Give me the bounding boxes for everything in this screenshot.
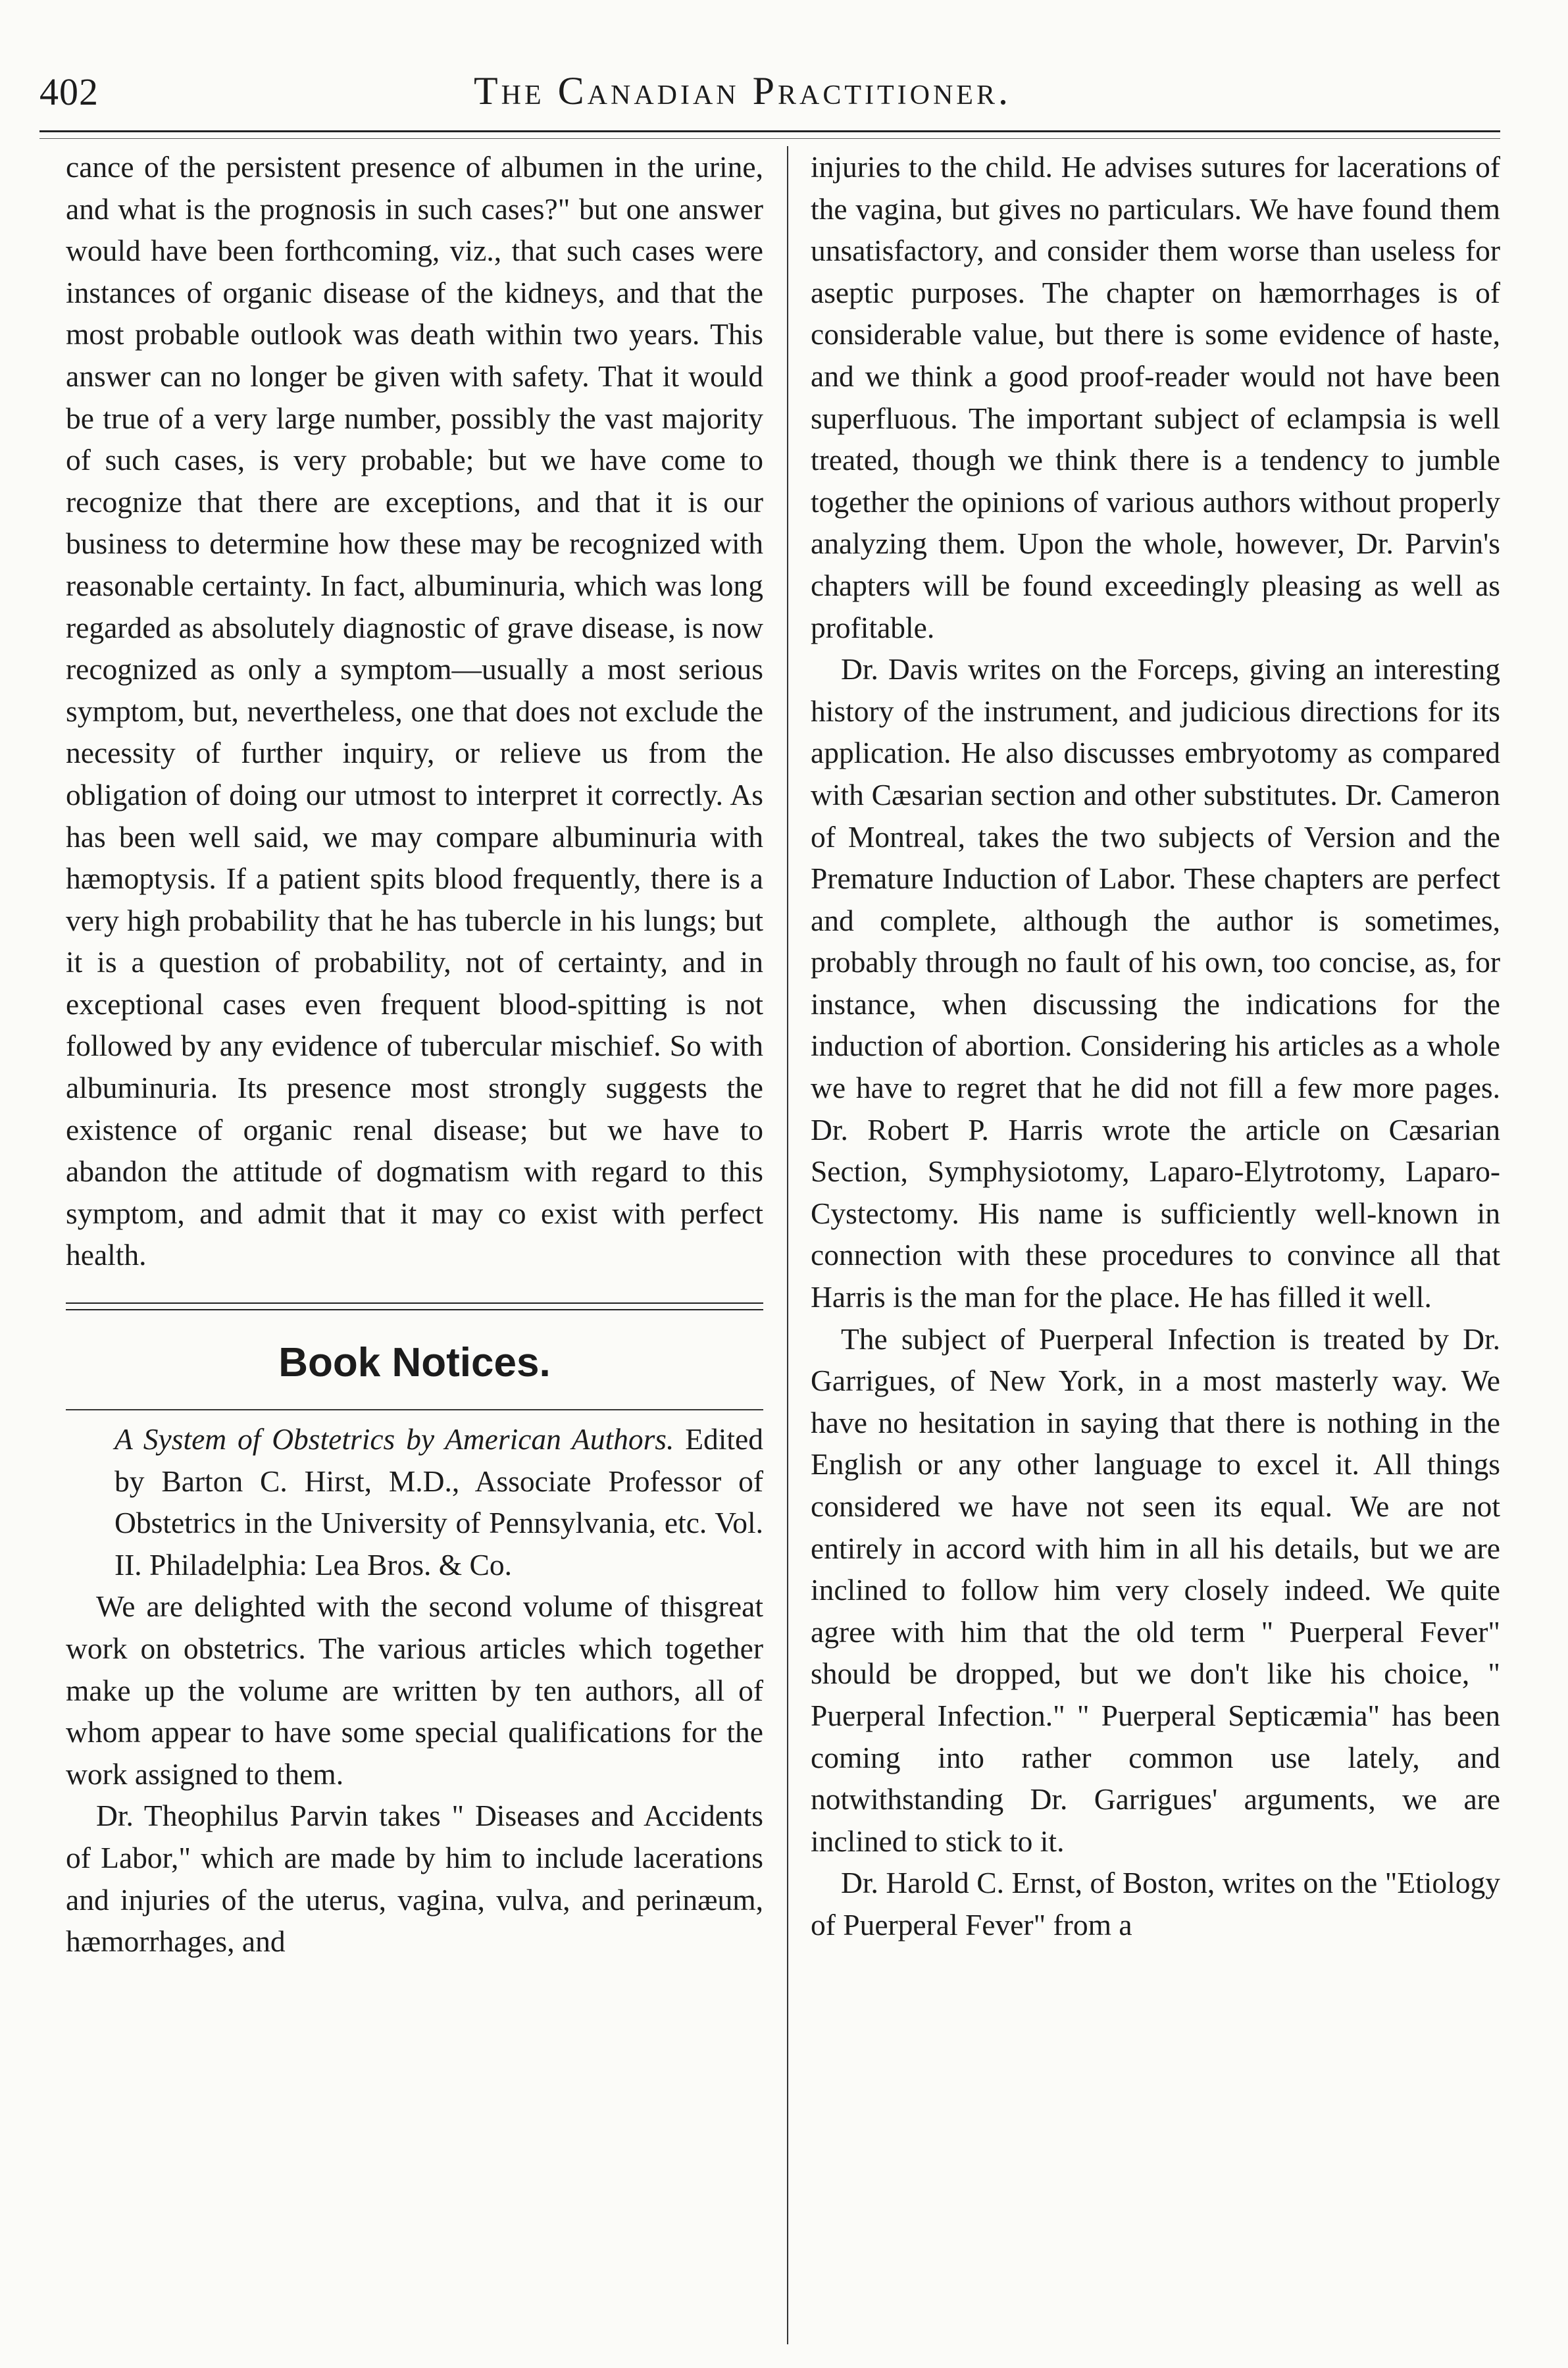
book-title: A System of Obstetrics by American Authors. [114,1422,674,1456]
book-notices-heading: Book Notices. [278,1340,551,1386]
left-paragraph-3: Dr. Theophilus Parvin takes " Diseases and Accidents of Labor," which are made by him to include lacerations and injuries of the uterus, vagina, vulva, and perinæum, hæmorrhages, and [66,1799,763,1959]
left-paragraph-1: cance of the persistent presence of albumen in the urine, and what is the prognosis in such cases?" but one answer would have been forthcoming, viz., that such cases were instances of organic disease of the kidneys, and that the most probable outlook was death within two years. This answer can no longer be given with safety. That it would be true of a very large number, possibly the vast majority of such cases, is very probable; but we have come to recognize that there are exceptions, and that it is our business to determine how these may be recognized with reasonable certainty. In fact, albuminuria, which was long regarded as absolutely diagnostic of grave disease, is now recognized as only a symptom—usually a most serious symptom, but, nevertheless, one that does not exclude the necessity of further inquiry, or relieve us from the obligation of doing our utmost to interpret it correctly. As has been well said, we may compare albuminuria with hæmoptysis. If a patient spits blood frequently, there is a very high probability that he has tubercle in his lungs; but it is a question of probability, not of certainty, and in exceptional cases even frequent blood-spitting is not followed by any evidence of tubercular mischief. So with albuminuria. Its presence most strongly suggests the existence of organic renal disease; but we have to abandon the attitude of dogmatism with regard to this symptom, and admit that it may co exist with perfect health. [66,150,763,1272]
page-header [39,39,1487,112]
running-title: The Canadian Practitioner. [474,69,1011,113]
header-rule-thin [39,138,1500,139]
book-citation [66,1418,763,1585]
right-paragraph-2: Dr. Davis writes on the Forceps, giving an interesting history of the instrument, and judicious directions for its application. He also discusses embryotomy as compared with Cæsarian section and other substitutes. Dr. Cameron of Montreal, takes the two subjects of Version and the Premature Induction of Labor. These chapters are perfect and complete, although the author is sometimes, probably through no fault of his own, too concise, as, for instance, when discussing the indications for the induction of abortion. Considering his articles as a whole we have to regret that he did not fill a few more pages. Dr. Robert P. Harris wrote the article on Cæsarian Section, Symphysiotomy, Laparo-Elytrotomy, Laparo-Cystectomy. His name is sufficiently well-known in connection with these procedures to convince all that Harris is the man for the place. He has filled it well. [811,652,1500,1314]
book-citation-details: Edited by Barton C. Hirst, M.D., Associate Professor of Obstetrics in the University of Pennsylvania, etc. Vol. II. Philadelphia: Lea Bros. & Co. [114,1422,763,1582]
left-column [66,146,763,1963]
section-double-rule [66,1302,763,1310]
right-paragraph-1: injuries to the child. He advises sutures for lacerations of the vagina, but gives no particulars. We have found them unsatisfactory, and consider them worse than useless for aseptic purposes. The chapter on hæmorrhages is of considerable value, but there is some evidence of haste, and we think a good proof-reader would not have been superfluous. The important subject of eclampsia is well treated, though we think there is a tendency to jumble together the opinions of various authors without properly analyzing them. Upon the whole, however, Dr. Parvin's chapters will be found exceedingly pleasing as well as profitable. [811,150,1500,644]
header-rule [39,130,1500,132]
left-paragraph-2: We are delighted with the second volume of thisgreat work on obstetrics. The various articles which together make up the volume are written by ten authors, all of whom appear to have some special qualifications for the work assigned to them. [66,1589,763,1791]
column-divider [787,146,788,2344]
right-paragraph-4: Dr. Harold C. Ernst, of Boston, writes on the "Etiology of Puerperal Fever" from a [811,1866,1500,1942]
right-column [811,146,1500,1946]
page-number: 402 [39,70,99,113]
right-paragraph-3: The subject of Puerperal Infection is treated by Dr. Garrigues, of New York, in a most masterly way. We have no hesitation in saying that there is nothing in the English or any other language to excel it. All things considered we have not seen its equal. We are not entirely in accord with him in all his details, but we are inclined to follow him very closely indeed. We quite agree with him that the old term " Puerperal Fever" should be dropped, but we don't like his choice, " Puerperal Infection." " Puerperal Septicæmia" has been coming into rather common use lately, and notwithstanding Dr. Garrigues' arguments, we are inclined to stick to it. [811,1322,1500,1858]
heading-rule [66,1409,763,1410]
